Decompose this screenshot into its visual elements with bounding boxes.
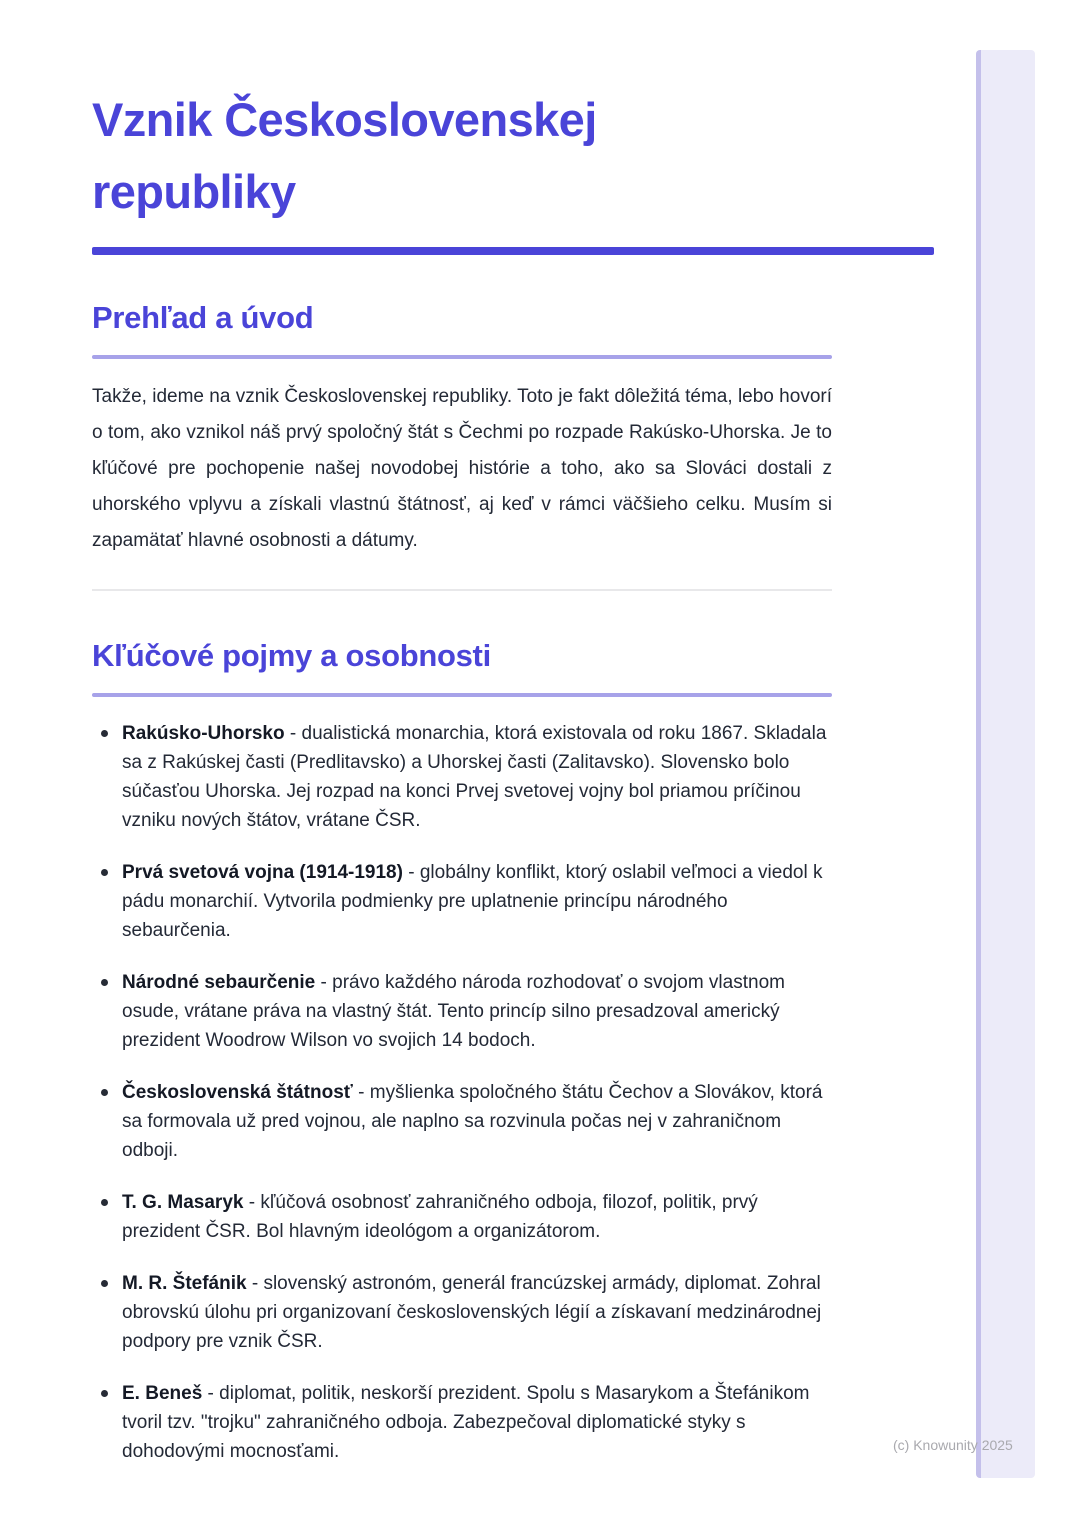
term-description: - kľúčová osobnosť zahraničného odboja, filozof, politik, prvý prezident ČSR. Bol hlavným ideológom a organizátorom. <box>122 1192 758 1242</box>
section-divider <box>92 589 832 591</box>
term-description: - diplomat, politik, neskorší prezident. Spolu s Masarykom a Štefánikom tvoril tzv. "trojku" zahraničného odboja. Zabezpečoval diplomatické styky s dohodovými mocnosťami. <box>122 1383 810 1462</box>
list-item <box>92 1269 832 1356</box>
term-description: - právo každého národa rozhodovať o svojom vlastnom osude, vrátane práva na vlastný štát. Tento princíp silno presadzoval americký prezident Woodrow Wilson vo svojich 14 bodoch. <box>122 972 785 1051</box>
term-label: Rakúsko-Uhorsko <box>122 723 285 744</box>
term-label: E. Beneš <box>122 1383 203 1404</box>
list-item <box>92 858 832 945</box>
document-content <box>92 0 832 1489</box>
term-label: Prvá svetová vojna (1914-1918) <box>122 862 403 883</box>
section-key-terms <box>92 633 832 1466</box>
list-item <box>92 1078 832 1165</box>
overview-heading: Prehľad a úvod <box>92 300 314 335</box>
title-rule <box>92 247 934 255</box>
watermark: (c) Knowunity 2025 <box>893 1437 1013 1453</box>
key-terms-heading-rule <box>92 693 832 697</box>
list-item <box>92 968 832 1055</box>
key-terms-list <box>92 719 832 1466</box>
page-title: Vznik Československej republiky <box>92 93 597 218</box>
term-description: - dualistická monarchia, ktorá existovala od roku 1867. Skladala sa z Rakúskej časti (Predlitavsko) a Uhorskej časti (Zalitavsko). Slovensko bolo súčasťou Uhorska. Jej rozpad na konci Prvej svetovej vojny bol priamou príčinou vzniku nových štátov, vrátane ČSR. <box>122 723 827 831</box>
term-label: Národné sebaurčenie <box>122 972 316 993</box>
overview-heading-rule <box>92 355 832 359</box>
decorative-side-bar <box>976 50 1035 1478</box>
key-terms-heading: Kľúčové pojmy a osobnosti <box>92 638 491 673</box>
term-description: - myšlienka spoločného štátu Čechov a Slovákov, ktorá sa formovala už pred vojnou, ale naplno sa rozvinula počas nej v zahraničnom odboji. <box>122 1082 823 1161</box>
list-item <box>92 1188 832 1246</box>
list-item <box>92 719 832 835</box>
term-description: - slovenský astronóm, generál francúzskej armády, diplomat. Zohral obrovskú úlohu pri organizovaní československých légií a získavaní medzinárodnej podpory pre vznik ČSR. <box>122 1273 822 1352</box>
overview-paragraph: Takže, ideme na vznik Československej republiky. Toto je fakt dôležitá téma, lebo hovorí o tom, ako vznikol náš prvý spoločný štát s Čechmi po rozpade Rakúsko-Uhorska. Je to kľúčové pre pochopenie našej novodobej histórie a toho, ako sa Slováci dostali z uhorského vplyvu a získali vlastnú štátnosť, aj keď v rámci väčšieho celku. Musím si zapamätať hlavné osobnosti a dátumy. <box>92 386 832 551</box>
term-label: M. R. Štefánik <box>122 1273 247 1294</box>
term-label: Československá štátnosť <box>122 1082 353 1103</box>
term-description: - globálny konflikt, ktorý oslabil veľmoci a viedol k pádu monarchií. Vytvorila podmienky pre uplatnenie princípu národného sebaurčenia. <box>122 862 823 941</box>
list-item <box>92 1379 832 1466</box>
section-overview <box>92 295 832 591</box>
term-label: T. G. Masaryk <box>122 1192 244 1213</box>
